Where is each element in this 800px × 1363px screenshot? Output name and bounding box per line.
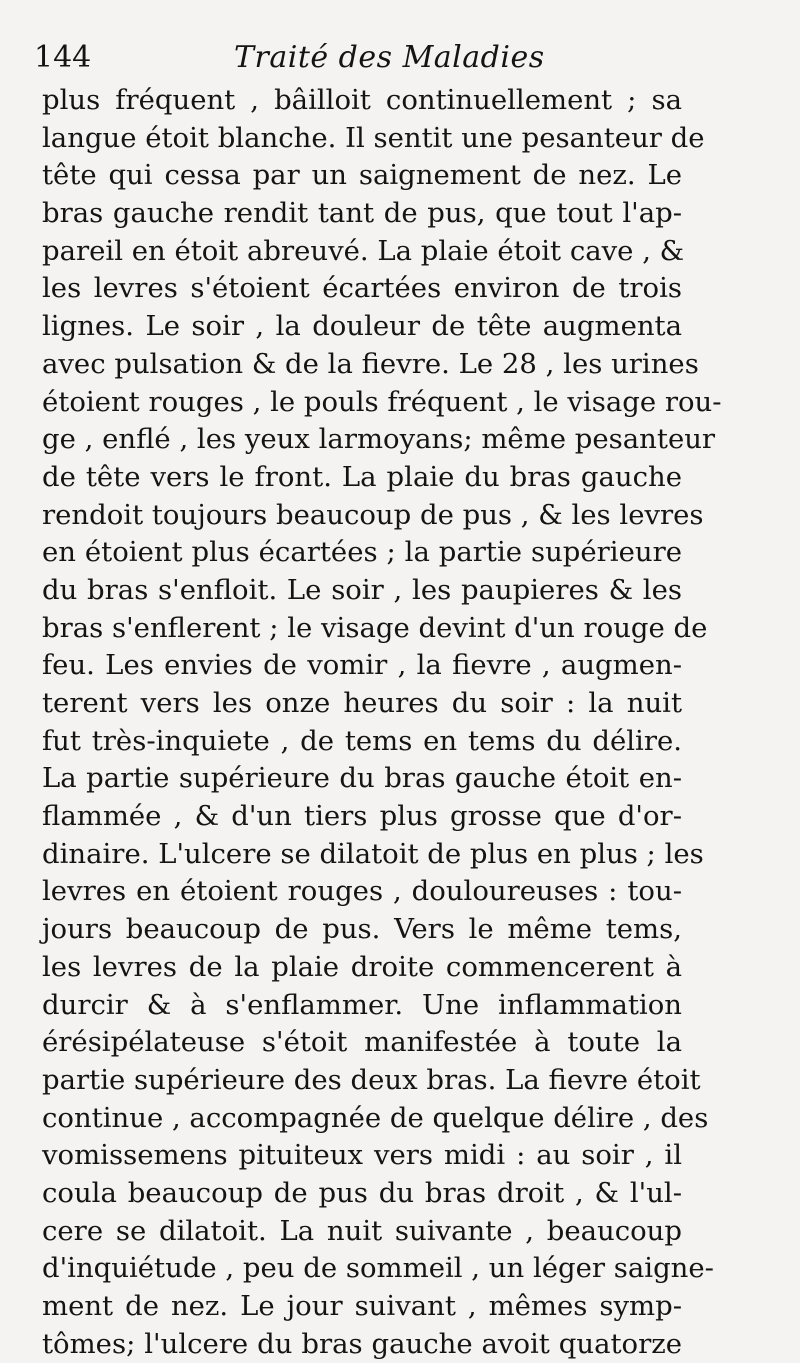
text-line: continue , accompagnée de quelque délire , des [42,1101,709,1134]
text-line: vomissemens pituiteux vers midi : au soir , il [42,1139,682,1172]
running-head: Traité des Maladies [234,40,545,75]
text-line: durcir & à s'enflammer. Une inflammation [42,988,682,1021]
text-line: flammée , & d'un tiers plus grosse que d'or- [42,800,682,833]
page-header [34,38,760,78]
text-line: tômes; l'ulcere du bras gauche avoit quatorze [42,1327,682,1360]
text-line: langue étoit blanche. Il sentit une pesanteur de [42,121,705,154]
text-line: jours beaucoup de pus. Vers le même tems, [42,913,682,946]
text-line: de tête vers le front. La plaie du bras gauche [42,460,682,493]
text-line: pareil en étoit abreuvé. La plaie étoit cave , & [42,234,685,267]
text-line: ge , enflé , les yeux larmoyans; même pesanteur [42,423,716,456]
text-line: coula beaucoup de pus du bras droit , & l'ul- [42,1176,682,1209]
text-line: érésipélateuse s'étoit manifestée à toute la [42,1026,682,1059]
text-line: partie supérieure des deux bras. La fievre étoit [42,1063,701,1096]
text-line: levres en étoient rouges , douloureuses : tou- [42,875,682,908]
text-line: feu. Les envies de vomir , la fievre , augmen- [42,649,682,682]
text-line: dinaire. L'ulcere se dilatoit de plus en plus ; les [42,837,704,870]
text-line: étoient rouges , le pouls fréquent , le visage rou- [42,385,722,418]
text-line: cere se dilatoit. La nuit suivante , beaucoup [42,1214,682,1247]
text-line: les levres de la plaie droite commencerent à [42,950,682,983]
text-line: bras gauche rendit tant de pus, que tout l'ap- [42,197,682,230]
text-line: les levres s'étoient écartées environ de trois [42,272,682,305]
text-line: du bras s'enfloit. Le soir , les paupieres & les [42,573,682,606]
text-line: fut très-inquiete , de tems en tems du délire. [42,724,682,757]
text-line: avec pulsation & de la fievre. Le 28 , les urines [42,347,699,380]
text-line: d'inquiétude , peu de sommeil , un léger saigne- [42,1252,714,1285]
text-line: tête qui cessa par un saignement de nez. Le [42,159,682,192]
text-line: plus fréquent , bâilloit continuellement ; sa [42,84,682,116]
text-line: La partie supérieure du bras gauche étoit en- [42,762,682,795]
text-line: terent vers les onze heures du soir : la nuit [42,687,682,719]
body-text [42,82,722,1363]
text-line: ment de nez. Le jour suivant , mêmes symp- [42,1290,682,1322]
page-number: 144 [34,40,92,75]
text-line: rendoit toujours beaucoup de pus , & les levres [42,498,704,531]
text-line: lignes. Le soir , la douleur de tête augmenta [42,310,682,343]
text-line: en étoient plus écartées ; la partie supérieure [42,536,682,569]
text-line: bras s'enflerent ; le visage devint d'un rouge de [42,611,708,644]
